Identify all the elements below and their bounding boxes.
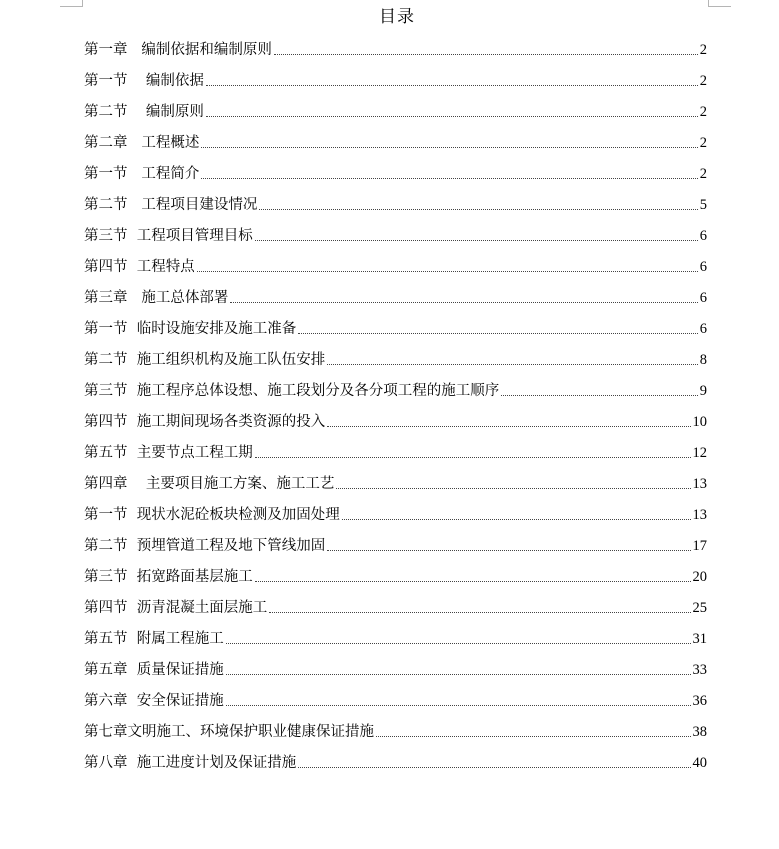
toc-dot-leader [206, 85, 698, 86]
toc-dot-leader [298, 767, 690, 768]
toc-dot-leader [226, 643, 691, 644]
toc-entry-label: 第三节 工程项目管理目标 [84, 228, 253, 244]
toc-entry-label: 第四节 施工期间现场各类资源的投入 [84, 414, 326, 430]
toc-entry[interactable] [84, 28, 707, 59]
toc-entry-label: 第四节 工程特点 [84, 259, 195, 275]
toc-entry-page: 12 [692, 445, 707, 461]
toc-entry-page: 40 [692, 755, 707, 771]
toc-entry[interactable] [84, 555, 707, 586]
toc-entry[interactable] [84, 338, 707, 369]
toc-entry-label: 第六章 安全保证措施 [84, 693, 224, 709]
toc-dot-leader [201, 178, 697, 179]
toc-dot-leader [501, 395, 698, 396]
toc-dot-leader [336, 488, 690, 489]
toc-entry[interactable] [84, 524, 707, 555]
toc-entry-page: 2 [699, 166, 707, 182]
toc-entry[interactable] [84, 586, 707, 617]
toc-entry-page: 36 [692, 693, 707, 709]
toc-entry-label: 第五节 附属工程施工 [84, 631, 224, 647]
toc-dot-leader [230, 302, 697, 303]
toc-entry[interactable] [84, 90, 707, 121]
toc-dot-leader [226, 674, 691, 675]
toc-dot-leader [376, 736, 691, 737]
toc-entry-page: 8 [699, 352, 707, 368]
toc-entry-label: 第二节 施工组织机构及施工队伍安排 [84, 352, 326, 368]
toc-dot-leader [259, 209, 697, 210]
toc-entry-page: 17 [692, 538, 707, 554]
toc-entry-label: 第七章文明施工、环境保护职业健康保证措施 [84, 724, 374, 740]
toc-dot-leader [298, 333, 698, 334]
toc-entry-label: 第四章 主要项目施工方案、施工工艺 [84, 476, 335, 492]
toc-entry[interactable] [84, 276, 707, 307]
toc-dot-leader [201, 147, 697, 148]
toc-entry-label: 第三节 施工程序总体设想、施工段划分及各分项工程的施工顺序 [84, 383, 500, 399]
toc-entry-label: 第一节 现状水泥砼板块检测及加固处理 [84, 507, 340, 523]
toc-entry-page: 2 [699, 42, 707, 58]
toc-entry[interactable] [84, 121, 707, 152]
toc-entry-page: 10 [692, 414, 707, 430]
toc-entry-page: 38 [692, 724, 707, 740]
toc-dot-leader [342, 519, 691, 520]
toc-entry-page: 6 [699, 321, 707, 337]
toc-entry[interactable] [84, 431, 707, 462]
toc-entry-page: 2 [699, 135, 707, 151]
toc-entry-label: 第一节 工程简介 [84, 166, 200, 182]
toc-entry[interactable] [84, 214, 707, 245]
toc-entry-label: 第三章 施工总体部署 [84, 290, 229, 306]
toc-entry[interactable] [84, 369, 707, 400]
toc-entry-label: 第二节 编制原则 [84, 104, 204, 120]
toc-dot-leader [269, 612, 690, 613]
toc-dot-leader [197, 271, 698, 272]
toc-dot-leader [255, 457, 691, 458]
toc-entry[interactable] [84, 741, 707, 772]
toc-entry-page: 6 [699, 228, 707, 244]
toc-entry[interactable] [84, 400, 707, 431]
toc-dot-leader [327, 550, 690, 551]
toc-entry-label: 第二节 预埋管道工程及地下管线加固 [84, 538, 326, 554]
toc-entry[interactable] [84, 245, 707, 276]
toc-entry[interactable] [84, 307, 707, 338]
toc-entry[interactable] [84, 462, 707, 493]
toc-entry-label: 第八章 施工进度计划及保证措施 [84, 755, 297, 771]
toc-entry[interactable] [84, 59, 707, 90]
table-of-contents [84, 28, 707, 772]
toc-dot-leader [255, 581, 691, 582]
toc-entry-label: 第二章 工程概述 [84, 135, 200, 151]
toc-dot-leader [206, 116, 698, 117]
toc-entry-label: 第四节 沥青混凝土面层施工 [84, 600, 268, 616]
toc-dot-leader [327, 426, 690, 427]
toc-entry-page: 33 [692, 662, 707, 678]
toc-entry-page: 5 [699, 197, 707, 213]
toc-entry-page: 13 [692, 476, 707, 492]
toc-dot-leader [255, 240, 698, 241]
toc-entry-page: 31 [692, 631, 707, 647]
toc-entry-page: 25 [692, 600, 707, 616]
toc-entry-page: 2 [699, 104, 707, 120]
toc-entry[interactable] [84, 679, 707, 710]
toc-entry-label: 第二节 工程项目建设情况 [84, 197, 258, 213]
toc-entry[interactable] [84, 493, 707, 524]
toc-entry-page: 2 [699, 73, 707, 89]
toc-entry-label: 第一节 编制依据 [84, 73, 204, 89]
toc-entry-page: 13 [692, 507, 707, 523]
toc-dot-leader [274, 54, 698, 55]
toc-entry[interactable] [84, 617, 707, 648]
toc-entry-page: 6 [699, 290, 707, 306]
toc-dot-leader [226, 705, 691, 706]
toc-entry-label: 第三节 拓宽路面基层施工 [84, 569, 253, 585]
toc-title: 目录 [379, 7, 415, 27]
toc-entry-label: 第一节 临时设施安排及施工准备 [84, 321, 297, 337]
toc-entry-page: 9 [699, 383, 707, 399]
toc-entry[interactable] [84, 648, 707, 679]
toc-dot-leader [327, 364, 698, 365]
toc-entry-label: 第五节 主要节点工程工期 [84, 445, 253, 461]
toc-entry-page: 20 [692, 569, 707, 585]
toc-entry-page: 6 [699, 259, 707, 275]
toc-entry[interactable] [84, 152, 707, 183]
toc-entry[interactable] [84, 183, 707, 214]
toc-entry-label: 第一章 编制依据和编制原则 [84, 42, 272, 58]
toc-entry-label: 第五章 质量保证措施 [84, 662, 224, 678]
toc-entry[interactable] [84, 710, 707, 741]
